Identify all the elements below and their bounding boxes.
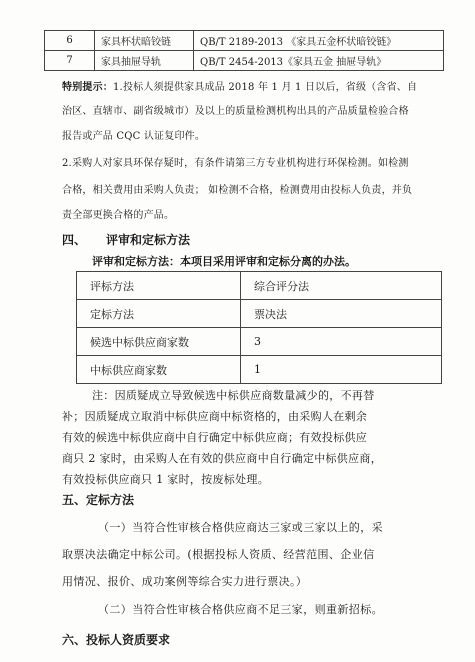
notice-label: 特别提示：: [62, 82, 113, 93]
note-line: 商只 2 家时，由采购人在有效的供应商中自行确定中标供应商，: [62, 452, 382, 465]
standards-table: [44, 30, 444, 71]
product-name: 家具杯状暗铰链: [95, 31, 194, 51]
table-value: 3: [241, 328, 442, 356]
notice-line-1: [62, 78, 417, 93]
section-number: 四、: [62, 233, 87, 247]
table-key: 中标供应商家数: [77, 356, 241, 384]
notice-line-3: 报告或产品 CQC 认证复印件。: [62, 131, 206, 142]
paragraph-line: 用情况、报价、成功案例等综合实力进行票决。）: [62, 575, 308, 588]
notice-line-4: 2.采购人对家具环保存疑时，有条件请第三方专业机构进行环保检测。如检测: [62, 158, 409, 169]
paragraph-line: （二）当符合性审核合格供应商不足三家，则重新招标。: [98, 603, 383, 616]
method-intro: 评审和定标方法：本项目采用评审和定标分离的办法。: [92, 255, 356, 268]
table-row: [45, 51, 444, 71]
note-line: 补；因质疑成立取消中标供应商中标资格的，由采购人在剩余: [62, 410, 368, 423]
row-number: 6: [45, 31, 95, 51]
paragraph-line: 取票决法确定中标公司。(根据投标人资质、经营范围、企业信: [62, 548, 375, 561]
section-5-heading: 五、定标方法: [62, 493, 135, 507]
row-number: 7: [45, 51, 95, 71]
section-6-heading: 六、投标人资质要求: [62, 633, 171, 647]
product-name: 家具抽屉导轨: [95, 51, 194, 71]
notice-line-6: 责全部更换合格的产品。: [62, 210, 175, 221]
table-value: 综合评分法: [241, 272, 442, 300]
table-key: 定标方法: [77, 300, 241, 328]
standard-code: QB/T 2454-2013《家具五金 抽屉导轨》: [194, 51, 444, 71]
section-4-heading: [62, 231, 190, 248]
paragraph-line: （一）当符合性审核合格供应商达三家或三家以上的，采: [98, 521, 383, 534]
notice-line-5: 合格，相关费用由采购人负责； 如检测不合格，检测费用由投标人负责，并负: [62, 185, 413, 196]
evaluation-table: [76, 271, 442, 384]
note-line: 注：因质疑成立导致候选中标供应商数量减少的，不再替: [92, 389, 375, 402]
table-value: 1: [241, 356, 442, 384]
note-line: 有效投标供应商只 1 家时，按废标处理。: [62, 473, 269, 486]
notice-line-2: 治区、直辖市、副省级城市）及以上的质量检测机构出具的产品质量检验合格: [62, 106, 409, 117]
table-row: [45, 31, 444, 51]
table-row: [77, 300, 442, 328]
table-key: 评标方法: [77, 272, 241, 300]
notice-text: 1.投标人须提供家具成品 2018 年 1 月 1 日以后，省级（含省、自: [113, 82, 418, 93]
table-key: 候选中标供应商家数: [77, 328, 241, 356]
table-row: [77, 328, 442, 356]
table-value: 票决法: [241, 300, 442, 328]
table-row: [77, 272, 442, 300]
note-line: 有效的候选中标供应商中自行确定中标供应商；有效投标供应: [62, 431, 368, 444]
standard-code: QB/T 2189-2013 《家具五金杯状暗铰链》: [194, 31, 444, 51]
table-row: [77, 356, 442, 384]
section-title: 评审和定标方法: [106, 233, 191, 247]
